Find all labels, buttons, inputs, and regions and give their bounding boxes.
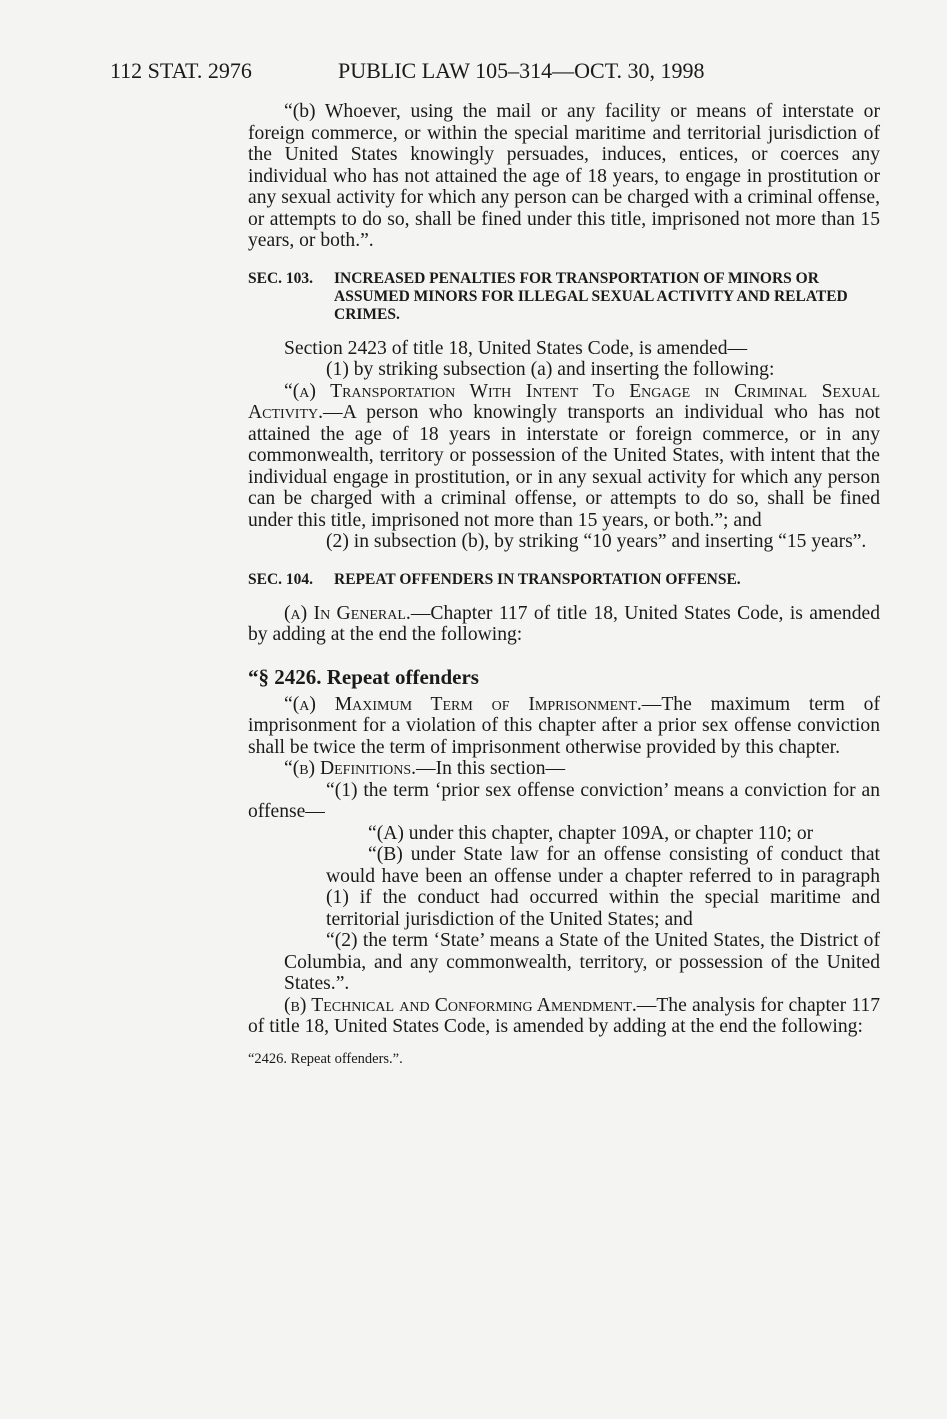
section-104-subsection-b <box>248 995 880 1038</box>
s2426-subsection-a <box>248 694 880 759</box>
s2426-paragraph-1: “(1) the term ‘prior sex offense conviction’ means a conviction for an offense— <box>248 779 880 822</box>
section-104-title: REPEAT OFFENDERS IN TRANSPORTATION OFFENSE. <box>334 570 741 588</box>
subsection-a-label: “(a) Transportation With Intent To Engage in Criminal Sexual Activity. <box>248 380 880 423</box>
section-2426-heading: “§ 2426. Repeat offenders <box>248 664 479 689</box>
max-term-label: “(a) Maximum Term of Imprisonment. <box>284 693 642 715</box>
page-header <box>110 58 880 86</box>
document-body <box>248 101 880 1068</box>
section-104-subsection-a <box>248 603 880 646</box>
section-103-subsection-a <box>248 381 880 532</box>
s2426-subsection-b <box>248 758 880 780</box>
s2426-subparagraph-A: “(A) under this chapter, chapter 109A, or chapter 110; or <box>368 822 814 844</box>
section-103-heading <box>248 270 880 324</box>
technical-amendment-text: —The analysis for chapter 117 of title 18, United States Code, is amended by adding at the end the following: <box>248 994 880 1037</box>
section-104-heading <box>248 571 880 589</box>
max-term-text: —The maximum term of imprisonment for a violation of this chapter after a prior sex offense conviction shall be twice the term of imprisonment otherwise provided by this chapter. <box>248 693 880 758</box>
section-103-intro: Section 2423 of title 18, United States Code, is amended— <box>284 337 748 359</box>
in-general-label: (a) In General. <box>284 602 411 624</box>
paragraph-b: “(b) Whoever, using the mail or any facility or means of interstate or foreign commerce, or within the special maritime and territorial jurisdiction of the United States knowingly persuades, induces, entices, or coerces any individual who has not attained the age of 18 years, to engage in prostitution or any sexual activity for which any person can be charged with a criminal offense, or attempts to do so, shall be fined under this title, imprisoned not more than 15 years, or both.”. <box>248 101 880 251</box>
page-title: PUBLIC LAW 105–314—OCT. 30, 1998 <box>338 58 705 83</box>
in-general-text: —Chapter 117 of title 18, United States Code, is amended by adding at the end the following: <box>248 602 880 645</box>
analysis-entry: “2426. Repeat offenders.”. <box>248 1050 403 1067</box>
s2426-subparagraph-B: “(B) under State law for an offense consisting of conduct that would have been an offense under a chapter referred to in paragraph (1) if the conduct had occurred within the special maritime and territorial jurisdiction of the United States; and <box>326 844 880 930</box>
definitions-text: —In this section— <box>416 758 566 779</box>
section-103-item-1: (1) by striking subsection (a) and inserting the following: <box>326 359 775 380</box>
subsection-a-text: —A person who knowingly transports an individual who has not attained the age of 18 years in interstate or foreign commerce, or in any commonwealth, territory or possession of the United States, with intent that the individual engage in prostitution, or in any sexual activity for which any person can be charged with a criminal offense, or attempts to do so, shall be fined under this title, imprisoned not more than 15 years, or both.”; and <box>248 402 880 531</box>
section-103-title: INCREASED PENALTIES FOR TRANSPORTATION OF MINORS OR ASSUMED MINORS FOR ILLEGAL SEXUAL ACTIVITY AND RELATED CRIMES. <box>334 269 848 323</box>
section-103-item-2: (2) in subsection (b), by striking “10 years” and inserting “15 years”. <box>326 531 867 552</box>
definitions-label: “(b) Definitions. <box>284 758 417 779</box>
section-103-number: SEC. 103. <box>248 269 314 287</box>
s2426-paragraph-2: “(2) the term ‘State’ means a State of the United States, the District of Columbia, and any commonwealth, territory, or possession of the United States.”. <box>284 930 880 994</box>
page-reference: 112 STAT. 2976 <box>110 58 252 83</box>
technical-amendment-label: (b) Technical and Conforming Amendment. <box>284 994 637 1016</box>
section-104-number: SEC. 104. <box>248 570 314 588</box>
